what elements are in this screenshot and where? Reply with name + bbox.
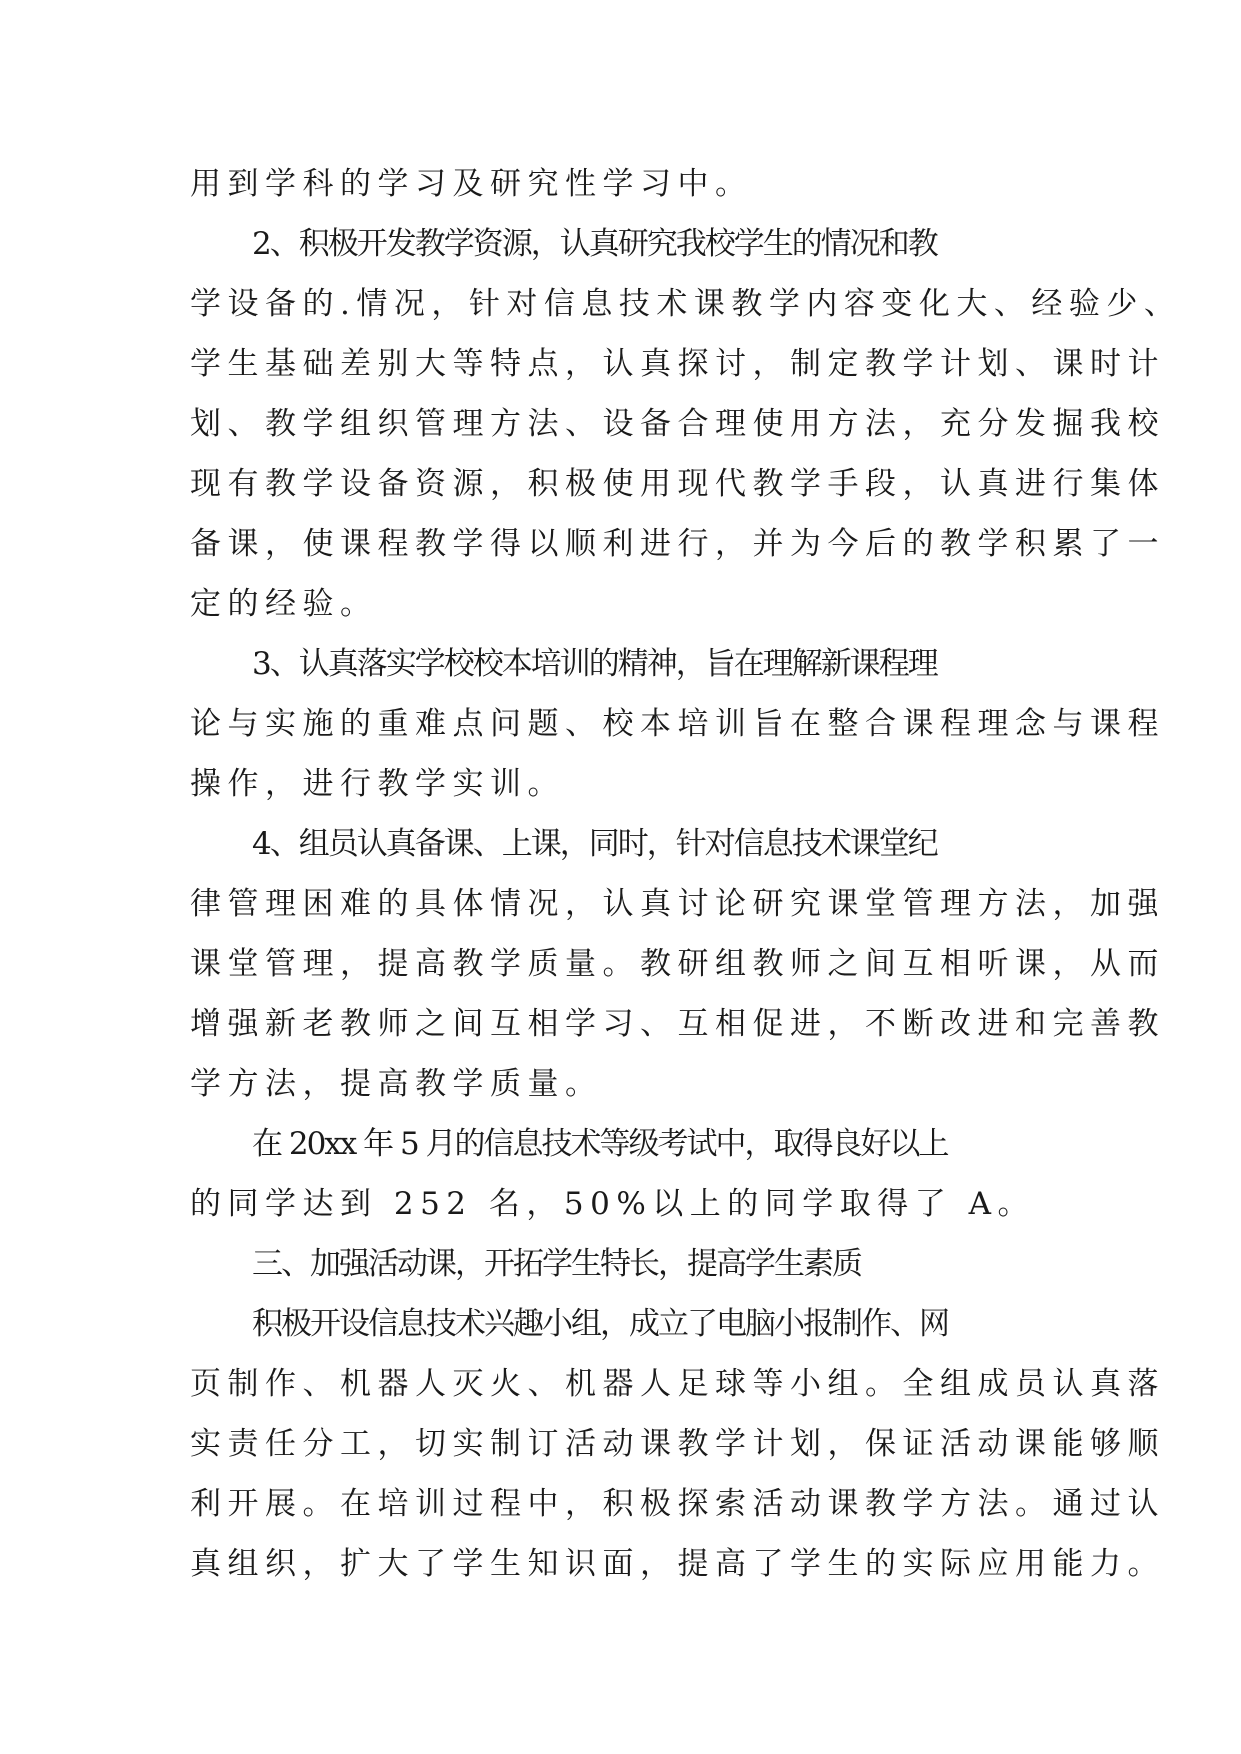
text-line: 学设备的.情况，针对信息技术课教学内容变化大、经验少、 (190, 286, 1182, 322)
text-line: 真组织，扩大了学生知识面，提高了学生的实际应用能力。 (190, 1546, 1165, 1582)
text-line: 在 20xx 年 5 月的信息技术等级考试中，取得良好以上 (252, 1126, 948, 1162)
text-line: 学生基础差别大等特点，认真探讨，制定教学计划、课时计 (190, 346, 1165, 382)
text-line: 操作，进行教学实训。 (190, 766, 565, 802)
text-line: 用到学科的学习及研究性学习中。 (190, 166, 753, 202)
text-line: 的同学达到 252 名，50%以上的同学取得了 A。 (190, 1186, 1036, 1222)
text-line: 2、积极开发教学资源，认真研究我校学生的情况和教 (252, 226, 937, 262)
text-line: 增强新老教师之间互相学习、互相促进，不断改进和完善教 (190, 1006, 1165, 1042)
text-line: 3、认真落实学校校本培训的精神，旨在理解新课程理 (252, 646, 937, 682)
section-heading: 三、加强活动课，开拓学生特长，提高学生素质 (252, 1246, 861, 1282)
text-line: 页制作、机器人灭火、机器人足球等小组。全组成员认真落 (190, 1366, 1165, 1402)
text-line: 利开展。在培训过程中，积极探索活动课教学方法。通过认 (190, 1486, 1165, 1522)
text-line: 备课，使课程教学得以顺利进行，并为今后的教学积累了一 (190, 526, 1165, 562)
text-line: 学方法，提高教学质量。 (190, 1066, 603, 1102)
text-line: 积极开设信息技术兴趣小组，成立了电脑小报制作、网 (252, 1306, 948, 1342)
text-line: 律管理困难的具体情况，认真讨论研究课堂管理方法，加强 (190, 886, 1165, 922)
text-line: 课堂管理，提高教学质量。教研组教师之间互相听课，从而 (190, 946, 1165, 982)
text-line: 实责任分工，切实制订活动课教学计划，保证活动课能够顺 (190, 1426, 1165, 1462)
text-line: 现有教学设备资源，积极使用现代教学手段，认真进行集体 (190, 466, 1165, 502)
text-line: 论与实施的重难点问题、校本培训旨在整合课程理念与课程 (190, 706, 1165, 742)
text-line: 划、教学组织管理方法、设备合理使用方法，充分发掘我校 (190, 406, 1165, 442)
text-line: 定的经验。 (190, 586, 378, 622)
text-line: 4、组员认真备课、上课，同时，针对信息技术课堂纪 (252, 826, 937, 862)
